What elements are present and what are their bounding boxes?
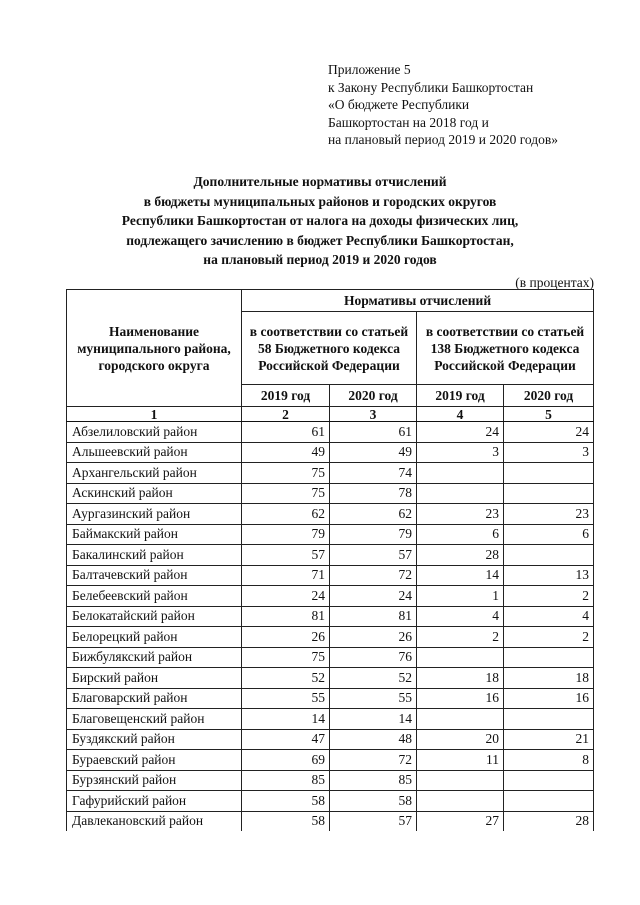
table-row xyxy=(67,524,594,545)
title-line: в бюджеты муниципальных районов и городских округов xyxy=(143,193,497,209)
norm-value: 6 xyxy=(504,524,594,545)
norm-value: 3 xyxy=(504,442,594,463)
table-row xyxy=(67,442,594,463)
norm-value: 62 xyxy=(330,504,417,525)
district-name: Гафурийский район xyxy=(67,791,242,812)
annex-header xyxy=(328,61,558,149)
norm-value xyxy=(504,545,594,566)
district-name: Белорецкий район xyxy=(67,627,242,648)
norm-value: 16 xyxy=(417,688,504,709)
district-name: Белокатайский район xyxy=(67,606,242,627)
district-name: Баймакский район xyxy=(67,524,242,545)
norm-value: 23 xyxy=(504,504,594,525)
norm-value: 23 xyxy=(417,504,504,525)
table-row xyxy=(67,647,594,668)
col-header-group: Нормативы отчислений xyxy=(242,290,594,312)
norm-value: 57 xyxy=(242,545,330,566)
norm-value: 3 xyxy=(417,442,504,463)
col-number: 2 xyxy=(242,407,330,422)
norm-value xyxy=(417,791,504,812)
table-row xyxy=(67,504,594,525)
table-row xyxy=(67,483,594,504)
district-name: Абзелиловский район xyxy=(67,422,242,443)
district-name: Бакалинский район xyxy=(67,545,242,566)
district-name: Бурзянский район xyxy=(67,770,242,791)
norm-value: 55 xyxy=(330,688,417,709)
district-name: Давлекановский район xyxy=(67,811,242,831)
norm-value xyxy=(417,647,504,668)
district-name: Архангельский район xyxy=(67,463,242,484)
table-row xyxy=(67,586,594,607)
norm-value: 2 xyxy=(417,627,504,648)
table-row xyxy=(67,463,594,484)
table-row xyxy=(67,688,594,709)
norm-value: 6 xyxy=(417,524,504,545)
norm-value xyxy=(504,463,594,484)
col-header-art58: в соответствии со статьей 58 Бюджетного кодекса Российской Федерации xyxy=(242,312,417,385)
norm-value: 75 xyxy=(242,483,330,504)
table-row xyxy=(67,565,594,586)
norm-value: 72 xyxy=(330,565,417,586)
norm-value: 48 xyxy=(330,729,417,750)
norm-value: 14 xyxy=(242,709,330,730)
col-header-year: 2020 год xyxy=(504,385,594,407)
table-row xyxy=(67,606,594,627)
district-name: Бирский район xyxy=(67,668,242,689)
norm-value: 1 xyxy=(417,586,504,607)
norm-value: 47 xyxy=(242,729,330,750)
norm-value: 57 xyxy=(330,811,417,831)
table-row xyxy=(67,545,594,566)
district-name: Благоварский район xyxy=(67,688,242,709)
norm-value: 13 xyxy=(504,565,594,586)
norm-value: 21 xyxy=(504,729,594,750)
col-number: 1 xyxy=(67,407,242,422)
table-row xyxy=(67,729,594,750)
norm-value: 24 xyxy=(504,422,594,443)
table-row xyxy=(67,709,594,730)
norm-value: 61 xyxy=(242,422,330,443)
table-row xyxy=(67,627,594,648)
district-name: Балтачевский район xyxy=(67,565,242,586)
norm-value xyxy=(417,483,504,504)
title-line: подлежащего зачислению в бюджет Республики Башкортостан, xyxy=(126,232,514,248)
norm-value: 24 xyxy=(242,586,330,607)
norm-value: 74 xyxy=(330,463,417,484)
title-line: на плановый период 2019 и 2020 годов xyxy=(203,252,437,267)
norm-value: 26 xyxy=(330,627,417,648)
norm-value xyxy=(417,709,504,730)
norm-value: 52 xyxy=(330,668,417,689)
col-number: 3 xyxy=(330,407,417,422)
document-title xyxy=(60,172,580,270)
norm-value: 18 xyxy=(504,668,594,689)
norm-value: 4 xyxy=(504,606,594,627)
norm-value xyxy=(504,483,594,504)
norm-value: 62 xyxy=(242,504,330,525)
norm-value: 71 xyxy=(242,565,330,586)
norm-value: 27 xyxy=(417,811,504,831)
norm-value: 57 xyxy=(330,545,417,566)
norm-value: 78 xyxy=(330,483,417,504)
norm-value: 14 xyxy=(417,565,504,586)
col-header-year: 2020 год xyxy=(330,385,417,407)
norm-value: 2 xyxy=(504,586,594,607)
norm-value: 79 xyxy=(242,524,330,545)
norm-value: 75 xyxy=(242,463,330,484)
norm-value: 72 xyxy=(330,750,417,771)
table-row xyxy=(67,668,594,689)
norm-value: 4 xyxy=(417,606,504,627)
norm-value: 85 xyxy=(330,770,417,791)
norm-value: 2 xyxy=(504,627,594,648)
norm-value: 52 xyxy=(242,668,330,689)
norm-value: 18 xyxy=(417,668,504,689)
units-note: (в процентах) xyxy=(515,275,594,290)
norm-value: 20 xyxy=(417,729,504,750)
norm-value: 16 xyxy=(504,688,594,709)
norm-value: 11 xyxy=(417,750,504,771)
norm-value: 75 xyxy=(242,647,330,668)
col-header-year: 2019 год xyxy=(242,385,330,407)
annex-line: Башкортостан на 2018 год и xyxy=(328,114,489,130)
col-header-art138: в соответствии со статьей 138 Бюджетного кодекса Российской Федерации xyxy=(417,312,594,385)
norm-value: 14 xyxy=(330,709,417,730)
norm-value: 79 xyxy=(330,524,417,545)
table-row xyxy=(67,811,594,831)
norm-value xyxy=(504,709,594,730)
norm-value xyxy=(504,770,594,791)
table-row xyxy=(67,750,594,771)
norm-value xyxy=(504,791,594,812)
norm-value: 28 xyxy=(504,811,594,831)
col-header-year: 2019 год xyxy=(417,385,504,407)
district-name: Аургазинский район xyxy=(67,504,242,525)
norm-value: 8 xyxy=(504,750,594,771)
norm-value: 61 xyxy=(330,422,417,443)
norm-value xyxy=(504,647,594,668)
norm-value: 85 xyxy=(242,770,330,791)
title-line: Дополнительные нормативы отчислений xyxy=(193,174,447,189)
norms-table xyxy=(66,289,594,831)
norm-value: 81 xyxy=(242,606,330,627)
norm-value xyxy=(417,770,504,791)
table-row xyxy=(67,791,594,812)
norm-value: 24 xyxy=(330,586,417,607)
district-name: Буздякский район xyxy=(67,729,242,750)
district-name: Белебеевский район xyxy=(67,586,242,607)
title-line: Республики Башкортостан от налога на доходы физических лиц, xyxy=(121,213,519,228)
norm-value: 26 xyxy=(242,627,330,648)
norm-value: 81 xyxy=(330,606,417,627)
annex-line: к Закону Республики Башкортостан xyxy=(328,79,534,95)
norm-value xyxy=(417,463,504,484)
district-name: Аскинский район xyxy=(67,483,242,504)
district-name: Альшеевский район xyxy=(67,442,242,463)
norm-value: 69 xyxy=(242,750,330,771)
district-name: Благовещенский район xyxy=(67,709,242,730)
col-number: 5 xyxy=(504,407,594,422)
norm-value: 24 xyxy=(417,422,504,443)
norm-value: 76 xyxy=(330,647,417,668)
norm-value: 58 xyxy=(330,791,417,812)
table-row xyxy=(67,422,594,443)
annex-line: «О бюджете Республики xyxy=(328,97,470,113)
annex-line: Приложение 5 xyxy=(328,62,411,77)
norm-value: 55 xyxy=(242,688,330,709)
norm-value: 49 xyxy=(242,442,330,463)
norm-value: 28 xyxy=(417,545,504,566)
annex-line: на плановый период 2019 и 2020 годов» xyxy=(328,132,559,148)
norm-value: 49 xyxy=(330,442,417,463)
col-number: 4 xyxy=(417,407,504,422)
norm-value: 58 xyxy=(242,791,330,812)
table-row xyxy=(67,770,594,791)
table-body xyxy=(67,422,594,832)
district-name: Бураевский район xyxy=(67,750,242,771)
norm-value: 58 xyxy=(242,811,330,831)
col-header-name: Наименование муниципального района, городского округа xyxy=(67,290,242,407)
district-name: Бижбулякский район xyxy=(67,647,242,668)
